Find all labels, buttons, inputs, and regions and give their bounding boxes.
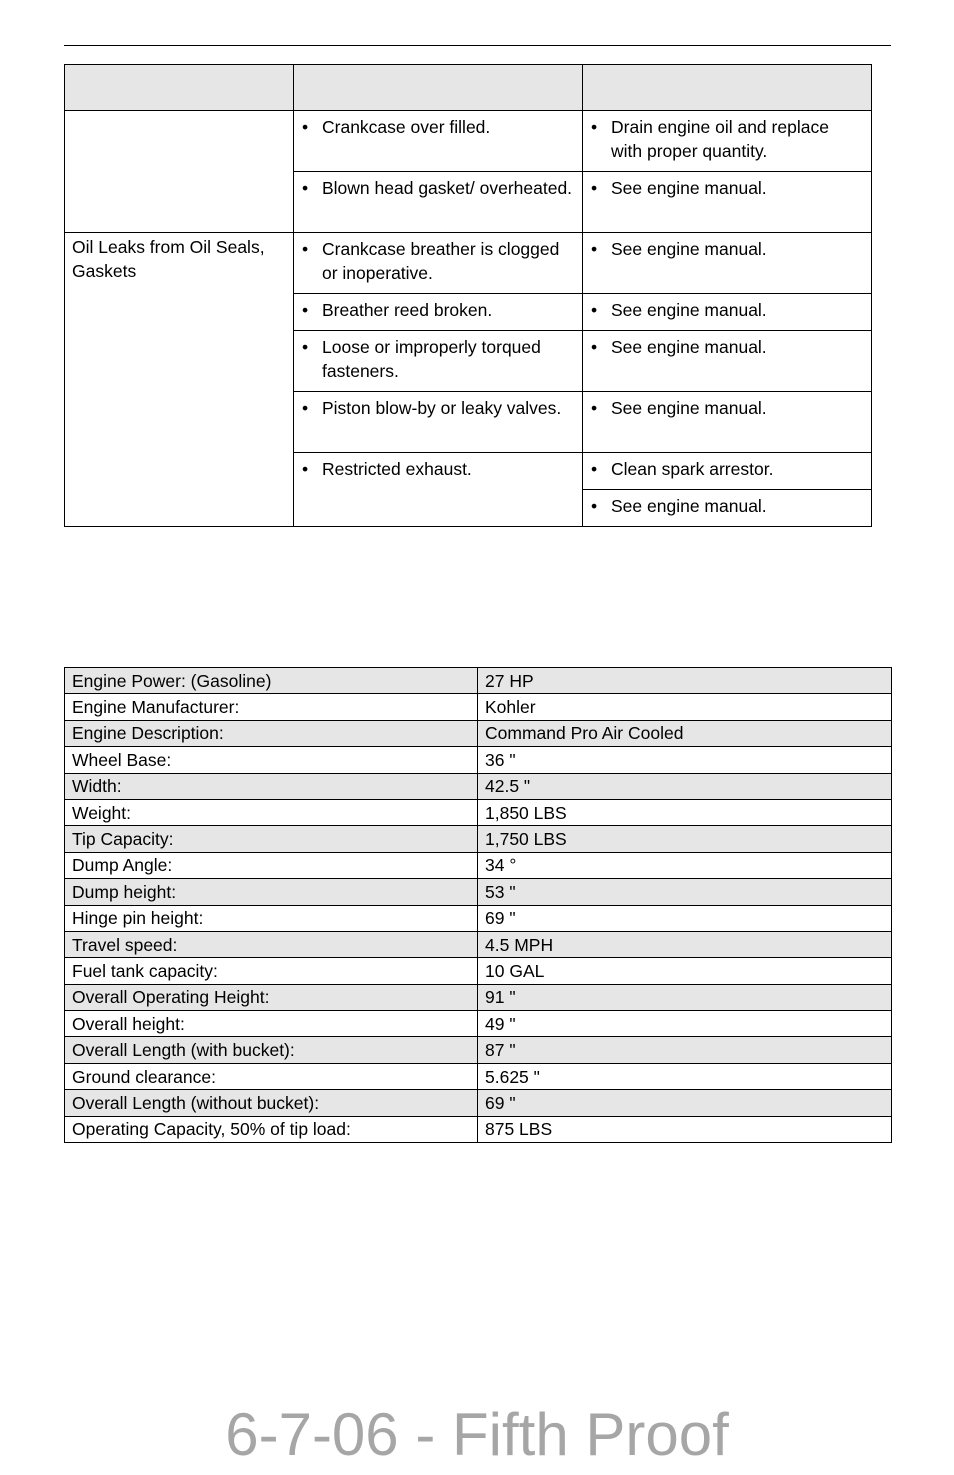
cause-cell (294, 294, 583, 331)
spec-value: 69 " (478, 905, 892, 931)
remedy-text: See engine manual. (611, 300, 767, 320)
bullet: • (591, 239, 598, 259)
spec-value: 53 " (478, 879, 892, 905)
bullet: • (591, 398, 598, 418)
bullet: • (302, 117, 309, 137)
bullet: • (302, 300, 309, 320)
spec-value: 5.625 " (478, 1063, 892, 1089)
remedy-cell (583, 392, 872, 453)
remedy-cell (583, 233, 872, 294)
bullet: • (302, 337, 309, 357)
spec-value: 875 LBS (478, 1116, 892, 1142)
cause-cell (294, 392, 583, 453)
remedy-cell (583, 490, 872, 527)
cause-text: Crankcase over filled. (322, 117, 491, 137)
remedy-cell (583, 453, 872, 490)
spec-label: Weight: (65, 799, 478, 825)
bullet: • (591, 300, 598, 320)
spec-row (65, 984, 892, 1010)
proof-watermark: 6-7-06 - Fifth Proof (225, 1401, 729, 1468)
remedy-cell (583, 111, 872, 172)
specifications-table (64, 667, 892, 1143)
cause-cell (294, 111, 583, 172)
spec-row (65, 826, 892, 852)
remedy-text: See engine manual. (611, 496, 767, 516)
table-row (65, 233, 872, 294)
cause-cell (294, 331, 583, 392)
spec-label: Travel speed: (65, 931, 478, 957)
spec-row (65, 879, 892, 905)
remedy-cell (583, 172, 872, 233)
cause-text: Piston blow-by or leaky valves. (322, 398, 562, 418)
remedy-text: Drain engine oil and replace with proper quantity. (611, 117, 829, 161)
remedy-text: Clean spark arrestor. (611, 459, 774, 479)
spec-label: Overall Length (without bucket): (65, 1090, 478, 1116)
remedy-text: See engine manual. (611, 239, 767, 259)
spec-label: Fuel tank capacity: (65, 958, 478, 984)
problem-cell: Oil Leaks from Oil Seals, Gaskets (65, 233, 294, 527)
spec-label: Wheel Base: (65, 747, 478, 773)
bullet: • (302, 398, 309, 418)
problem-cell-empty (65, 111, 294, 233)
header-cell-cause (294, 65, 583, 111)
remedy-text: See engine manual. (611, 178, 767, 198)
cause-cell (294, 453, 583, 527)
bullet: • (302, 459, 309, 479)
remedy-text: See engine manual. (611, 398, 767, 418)
spec-row (65, 694, 892, 720)
spec-label: Engine Description: (65, 720, 478, 746)
bullet: • (591, 459, 598, 479)
spec-label: Overall Length (with bucket): (65, 1037, 478, 1063)
cause-text: Loose or improperly torqued fasteners. (322, 337, 541, 381)
spec-value: 10 GAL (478, 958, 892, 984)
cause-text: Blown head gasket/ overheated. (322, 178, 573, 198)
spec-row (65, 773, 892, 799)
spec-row (65, 799, 892, 825)
spec-value: 1,750 LBS (478, 826, 892, 852)
spec-label: Dump Angle: (65, 852, 478, 878)
spec-row (65, 1011, 892, 1037)
spec-value: 91 " (478, 984, 892, 1010)
spec-row (65, 958, 892, 984)
spec-value: 4.5 MPH (478, 931, 892, 957)
bullet: • (591, 496, 598, 516)
cause-text: Breather reed broken. (322, 300, 493, 320)
header-cell-remedy (583, 65, 872, 111)
bullet: • (591, 337, 598, 357)
remedy-cell (583, 294, 872, 331)
bullet: • (591, 117, 598, 137)
spec-row (65, 1037, 892, 1063)
top-rule (64, 45, 891, 46)
bullet: • (302, 178, 309, 198)
troubleshooting-table (64, 64, 872, 527)
bullet: • (591, 178, 598, 198)
spec-value: 1,850 LBS (478, 799, 892, 825)
spec-value: 42.5 " (478, 773, 892, 799)
spec-label: Engine Manufacturer: (65, 694, 478, 720)
cause-text: Restricted exhaust. (322, 459, 472, 479)
cause-cell (294, 172, 583, 233)
table-row (65, 111, 872, 172)
spec-row (65, 720, 892, 746)
spec-label: Overall Operating Height: (65, 984, 478, 1010)
remedy-cell (583, 331, 872, 392)
spec-value: 69 " (478, 1090, 892, 1116)
spec-label: Operating Capacity, 50% of tip load: (65, 1116, 478, 1142)
spec-row (65, 931, 892, 957)
bullet: • (302, 239, 309, 259)
spec-label: Tip Capacity: (65, 826, 478, 852)
spec-value: Kohler (478, 694, 892, 720)
spec-label: Hinge pin height: (65, 905, 478, 931)
spec-label: Width: (65, 773, 478, 799)
spec-row (65, 1116, 892, 1142)
spec-label: Ground clearance: (65, 1063, 478, 1089)
header-cell-problem (65, 65, 294, 111)
spec-value: Command Pro Air Cooled (478, 720, 892, 746)
spec-label: Overall height: (65, 1011, 478, 1037)
spec-value: 36 " (478, 747, 892, 773)
spec-value: 34 ° (478, 852, 892, 878)
spec-row (65, 1063, 892, 1089)
spec-value: 87 " (478, 1037, 892, 1063)
remedy-text: See engine manual. (611, 337, 767, 357)
spec-row (65, 668, 892, 694)
spec-value: 27 HP (478, 668, 892, 694)
spec-value: 49 " (478, 1011, 892, 1037)
table-header-row (65, 65, 872, 111)
spec-label: Dump height: (65, 879, 478, 905)
spec-row (65, 1090, 892, 1116)
spec-row (65, 852, 892, 878)
cause-text: Crankcase breather is clogged or inoperative. (322, 239, 560, 283)
spec-label: Engine Power: (Gasoline) (65, 668, 478, 694)
spec-row (65, 747, 892, 773)
cause-cell (294, 233, 583, 294)
spec-row (65, 905, 892, 931)
